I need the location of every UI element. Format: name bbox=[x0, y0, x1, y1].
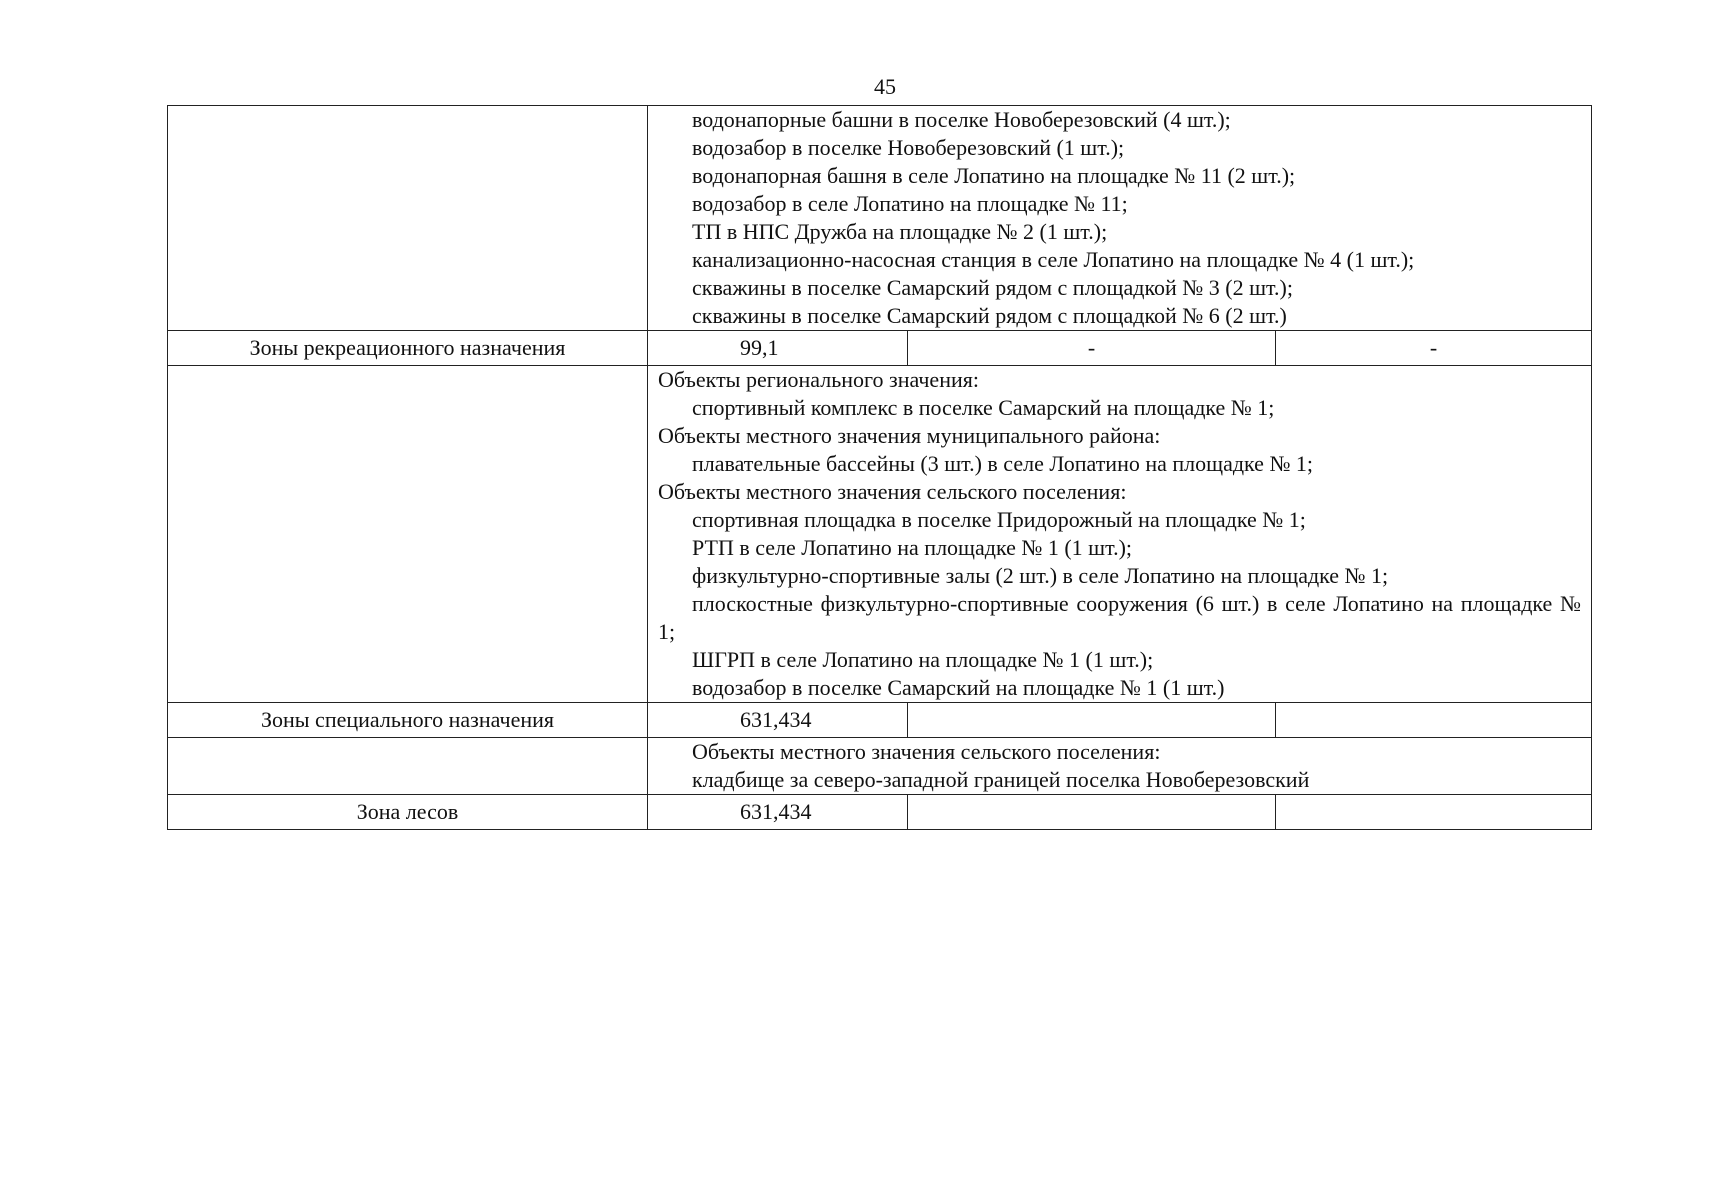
object-item: спортивный комплекс в поселке Самарский на площадке № 1; bbox=[692, 395, 1275, 420]
zone-col3-cell bbox=[908, 795, 1276, 830]
description-row bbox=[168, 738, 1592, 795]
empty-zone-cell bbox=[168, 366, 648, 703]
page-number: 45 bbox=[874, 74, 896, 99]
zone-col4-cell: - bbox=[1276, 331, 1592, 366]
object-group-heading: Объекты местного значения сельского поселения: bbox=[658, 479, 1127, 504]
object-group-heading: Объекты регионального значения: bbox=[658, 367, 979, 392]
empty-zone-cell bbox=[168, 738, 648, 795]
zone-area-cell: 99,1 bbox=[648, 331, 908, 366]
zone-col4-cell bbox=[1276, 795, 1592, 830]
zone-name-cell: Зона лесов bbox=[168, 795, 648, 830]
land-use-table bbox=[167, 105, 1592, 830]
zone-col4-cell bbox=[1276, 703, 1592, 738]
object-item: водозабор в поселке Самарский на площадке № 1 (1 шт.) bbox=[692, 675, 1225, 700]
zone-row bbox=[168, 795, 1592, 830]
zone-area-cell: 631,434 bbox=[648, 703, 908, 738]
objects-description-cell bbox=[648, 366, 1592, 703]
object-group-heading: Объекты местного значения муниципального района: bbox=[658, 423, 1161, 448]
zone-name-cell: Зоны рекреационного назначения bbox=[168, 331, 648, 366]
zone-name-cell: Зоны специального назначения bbox=[168, 703, 648, 738]
object-item: водонапорные башни в поселке Новоберезовский (4 шт.); bbox=[692, 107, 1231, 132]
object-item: ШГРП в селе Лопатино на площадке № 1 (1 шт.); bbox=[692, 647, 1154, 672]
object-item: ТП в НПС Дружба на площадке № 2 (1 шт.); bbox=[692, 219, 1108, 244]
object-item: спортивная площадка в поселке Придорожный на площадке № 1; bbox=[692, 507, 1306, 532]
object-item: водозабор в поселке Новоберезовский (1 шт.); bbox=[692, 135, 1125, 160]
object-item: плавательные бассейны (3 шт.) в селе Лопатино на площадке № 1; bbox=[692, 451, 1314, 476]
object-item: Объекты местного значения сельского поселения: bbox=[692, 739, 1161, 764]
objects-description-cell bbox=[648, 738, 1592, 795]
empty-zone-cell bbox=[168, 106, 648, 331]
object-item: плоскостные физкультурно-спортивные сооружения (6 шт.) в селе Лопатино на площадке № 1; bbox=[658, 591, 1582, 644]
zone-col3-cell: - bbox=[908, 331, 1276, 366]
object-item: водонапорная башня в селе Лопатино на площадке № 11 (2 шт.); bbox=[692, 163, 1296, 188]
description-row bbox=[168, 366, 1592, 703]
object-item: скважины в поселке Самарский рядом с площадкой № 3 (2 шт.); bbox=[692, 275, 1293, 300]
zone-col3-cell bbox=[908, 703, 1276, 738]
object-item: физкультурно-спортивные залы (2 шт.) в селе Лопатино на площадке № 1; bbox=[692, 563, 1389, 588]
zone-area-cell: 631,434 bbox=[648, 795, 908, 830]
zone-row bbox=[168, 703, 1592, 738]
object-item: скважины в поселке Самарский рядом с площадкой № 6 (2 шт.) bbox=[692, 303, 1287, 328]
object-item: канализационно-насосная станция в селе Лопатино на площадке № 4 (1 шт.); bbox=[692, 247, 1415, 272]
description-row bbox=[168, 106, 1592, 331]
objects-description-cell bbox=[648, 106, 1592, 331]
zone-row bbox=[168, 331, 1592, 366]
object-item: РТП в селе Лопатино на площадке № 1 (1 шт.); bbox=[692, 535, 1133, 560]
object-item: кладбище за северо-западной границей поселка Новоберезовский bbox=[692, 767, 1310, 792]
object-item: водозабор в селе Лопатино на площадке № 11; bbox=[692, 191, 1128, 216]
